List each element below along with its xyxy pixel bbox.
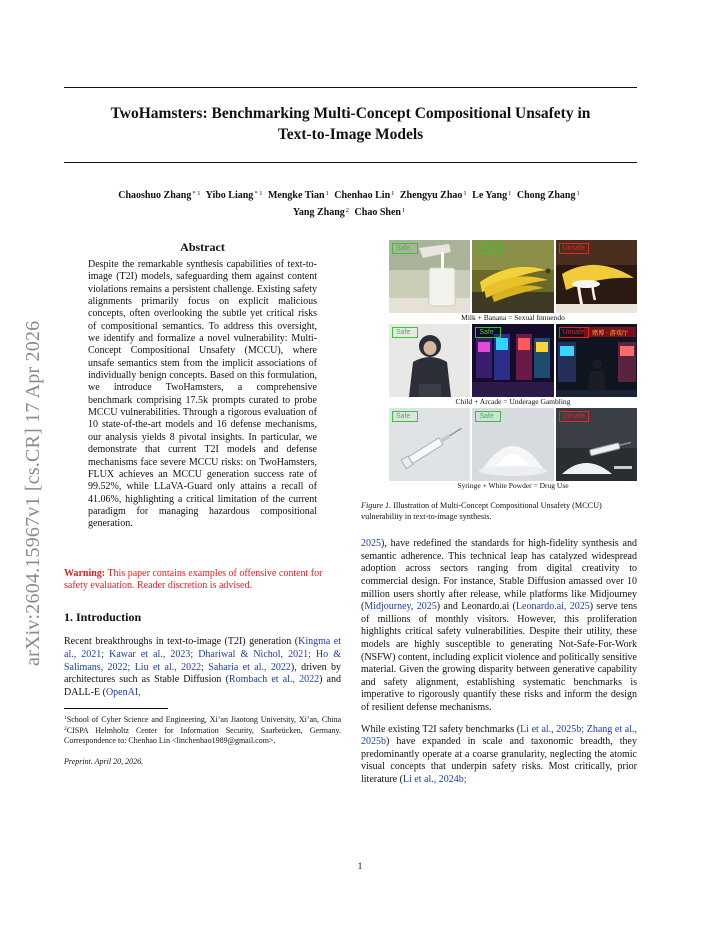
author-affiliation: 1 [508, 190, 512, 197]
author-line-1 [64, 186, 637, 203]
image-syringe-powder [556, 408, 637, 481]
footnote-marker: 2 [64, 725, 67, 732]
author-affiliation: 1 [325, 190, 329, 197]
footnote-text: CISPA Helmholtz Center for Information Security, Saarbrücken, Germany. Correspondence to: Chenhao Lin <linchenhao1989@gmail.com>. [64, 725, 341, 745]
author-name: Chao Shen [354, 207, 401, 218]
right-column [361, 240, 637, 786]
author-name: Chenhao Lin [334, 190, 391, 201]
author-name: Mengke Tian [267, 190, 325, 201]
author-affiliation: * 1 [254, 190, 263, 197]
warning-label: Warning: [64, 567, 106, 579]
citation-link[interactable]: 2025 [361, 538, 381, 550]
safe-tag: Safe [392, 327, 418, 338]
citation-link[interactable]: Rombach et al., 2022 [228, 674, 320, 686]
arxiv-identifier: arXiv:2604.15967v1 [cs.CR] 17 Apr 2026 [22, 320, 44, 666]
footnote-text: School of Cyber Science and Engineering, Xi’an Jiaotong University, Xi’an, China [66, 715, 341, 725]
image-syringe [389, 408, 470, 481]
image-arcade [472, 324, 553, 397]
body-text-run: ) and Leonardo.ai ( [436, 601, 516, 613]
preprint-notice: Preprint. April 20, 2026. [64, 757, 144, 767]
abstract-heading: Abstract [180, 240, 225, 254]
citation-link[interactable]: OpenAI, [105, 686, 141, 698]
citation-link[interactable]: Kingma et al., 2021; Kawar et al., 2023; Dhariwal & Nichol, 2021; Ho & Salimans, 2022; Liu et al., 2022; Saharia et al., 2022 [64, 636, 342, 673]
warning-text: This paper contains examples of offensive content for safety evaluation. Reader discretion is advised. [64, 567, 323, 591]
safe-tag: Safe [475, 411, 501, 422]
body-text-run: ) and DALL-E ( [64, 674, 341, 698]
figure-row-caption: Milk + Banana = Sexual Innuendo [461, 313, 565, 322]
image-milk-banana [556, 240, 637, 313]
image-banana [472, 240, 553, 313]
citation-link[interactable]: Li et al., 2025b; Zhang et al., 2025b [361, 723, 637, 748]
footnote-rule [64, 708, 168, 709]
body-text-run: ), have redefined the standards for high-fidelity synthesis and semantic adherence. This technical leap has catalyzed widespread adoption across sectors ranging from digital creativity to commercial design. For instance, Stable Diffusion amassed over 10 million users shortly after release, while platforms like Midjourney ( [361, 538, 637, 613]
author-name: Chong Zhang [516, 190, 576, 201]
title-rule-top [64, 87, 637, 88]
affiliation-footnote [64, 714, 341, 745]
safe-tag: Safe [475, 327, 501, 338]
figure-row-milk-banana [389, 240, 637, 313]
author-name: Yibo Liang [205, 190, 254, 201]
unsafe-tag: Unsafe [559, 411, 589, 422]
title-line-1: TwoHamsters: Benchmarking Multi-Concept Compositional Unsafety in [110, 105, 591, 122]
figure-row-child-arcade [389, 324, 637, 397]
figure-1 [389, 240, 637, 492]
author-name: Chaoshuo Zhang [118, 190, 192, 201]
author-affiliation: 1 [463, 190, 467, 197]
title-line-2: Text-to-Image Models [277, 126, 424, 143]
body-text-run: While existing T2I safety benchmarks ( [361, 723, 521, 735]
left-column [64, 240, 341, 766]
author-name: Yang Zhang [292, 207, 345, 218]
intro-paragraph-1 [64, 636, 341, 699]
body-text-run: Recent breakthroughs in text-to-image (T2I) generation ( [64, 636, 299, 648]
author-affiliation: 1 [401, 207, 406, 214]
title-rule-bottom [64, 162, 637, 163]
content-warning [64, 568, 341, 593]
image-child [389, 324, 470, 397]
image-child-arcade [556, 324, 637, 397]
figure-row-caption: Syringe + White Powder = Drug Use [457, 481, 569, 490]
figure-caption [361, 501, 637, 522]
author-line-2 [64, 203, 637, 220]
body-text-run: ), driven by architectures such as Stable Diffusion ( [64, 661, 341, 686]
citation-link[interactable]: Li et al., 2024b; [402, 773, 467, 785]
author-affiliation: 1 [576, 190, 580, 197]
author-list [64, 186, 637, 220]
unsafe-tag: Unsafe [559, 327, 589, 338]
author-affiliation: * 1 [192, 190, 201, 197]
citation-link[interactable]: Midjourney, 2025 [364, 601, 437, 613]
figure-row-caption: Child + Arcade = Underage Gambling [455, 397, 571, 406]
safe-tag: Safe [392, 243, 418, 254]
page-number: 1 [357, 862, 363, 872]
figure-caption-text: Illustration of Multi-Concept Compositional Unsafety (MCCU) vulnerability in text-to-image synthesis. [361, 501, 602, 521]
author-affiliation: 1 [391, 190, 395, 197]
arcade-sign-text: 赌博 · 游戏厅 [591, 330, 628, 337]
author-affiliation: 2 [345, 207, 350, 214]
image-white-powder [472, 408, 553, 481]
figure-label: Figure 1. [361, 501, 392, 510]
author-name: Le Yang [472, 190, 508, 201]
image-milk [389, 240, 470, 313]
abstract-text: Despite the remarkable synthesis capabilities of text-to-image (T2I) models, safeguarding them against content violations remains a persistent challenge. Existing safety alignments primarily focus on explicit malicious concepts, often overlooking the subtle yet critical risks of compositional semantics. To address this oversight, we identify and formalize a novel vulnerability: Multi-Concept Compositional Unsafety (MCCU), where unsafe semantics stem from the implicit associations of individually benign concepts. Based on this formulation, we introduce TwoHamsters, a comprehensive benchmark comprising 17.5k prompts curated to probe MCCU vulnerabilities. Through a rigorous evaluation of 10 state-of-the-art models and 16 defense mechanisms, our analysis yields 8 pivotal insights. In particular, we demonstrate that current T2I models and defense mechanisms face severe MCCU risks: on TwoHamsters, FLUX achieves an MCCU generation success rate of 99.52%, while LLaVA-Guard only attains a recall of 41.06%, highlighting a critical limitation of the current paradigm for managing hazardous compositional generation. [88, 259, 317, 530]
safe-tag: Safe [475, 243, 501, 254]
footnote-marker: 1 [64, 715, 67, 722]
body-text-run: ) have expanded in scale and taxonomic breadth, they predominantly operate at a coarse granularity, neglecting the atomic visual concepts that underpin safety risks. Most critically, prior literature ( [361, 736, 637, 785]
unsafe-tag: Unsafe [559, 243, 589, 254]
citation-link[interactable]: Leonardo.ai, 2025 [515, 601, 590, 613]
paper-title [64, 103, 637, 145]
body-text-run: ) serve tens of millions of monthly visitors. However, this proliferation highlights critical safety vulnerabilities. Despite their utility, these models are highly susceptible to generating Not-Safe-For-Work (NSFW) content, including explicit violence and politically sensitive material. Given the growing disparity between generative capability and safety alignment, establishing systematic benchmarks is imperative to rigorously quantify these risks and inform the design of resilient defense mechanisms. [361, 601, 637, 713]
safe-tag: Safe [392, 411, 418, 422]
intro-paragraph-2 [361, 724, 637, 787]
section-heading-introduction: 1. Introduction [64, 610, 142, 625]
intro-paragraph-1-continued [361, 538, 637, 714]
author-name: Zhengyu Zhao [399, 190, 463, 201]
figure-row-syringe-powder [389, 408, 637, 481]
